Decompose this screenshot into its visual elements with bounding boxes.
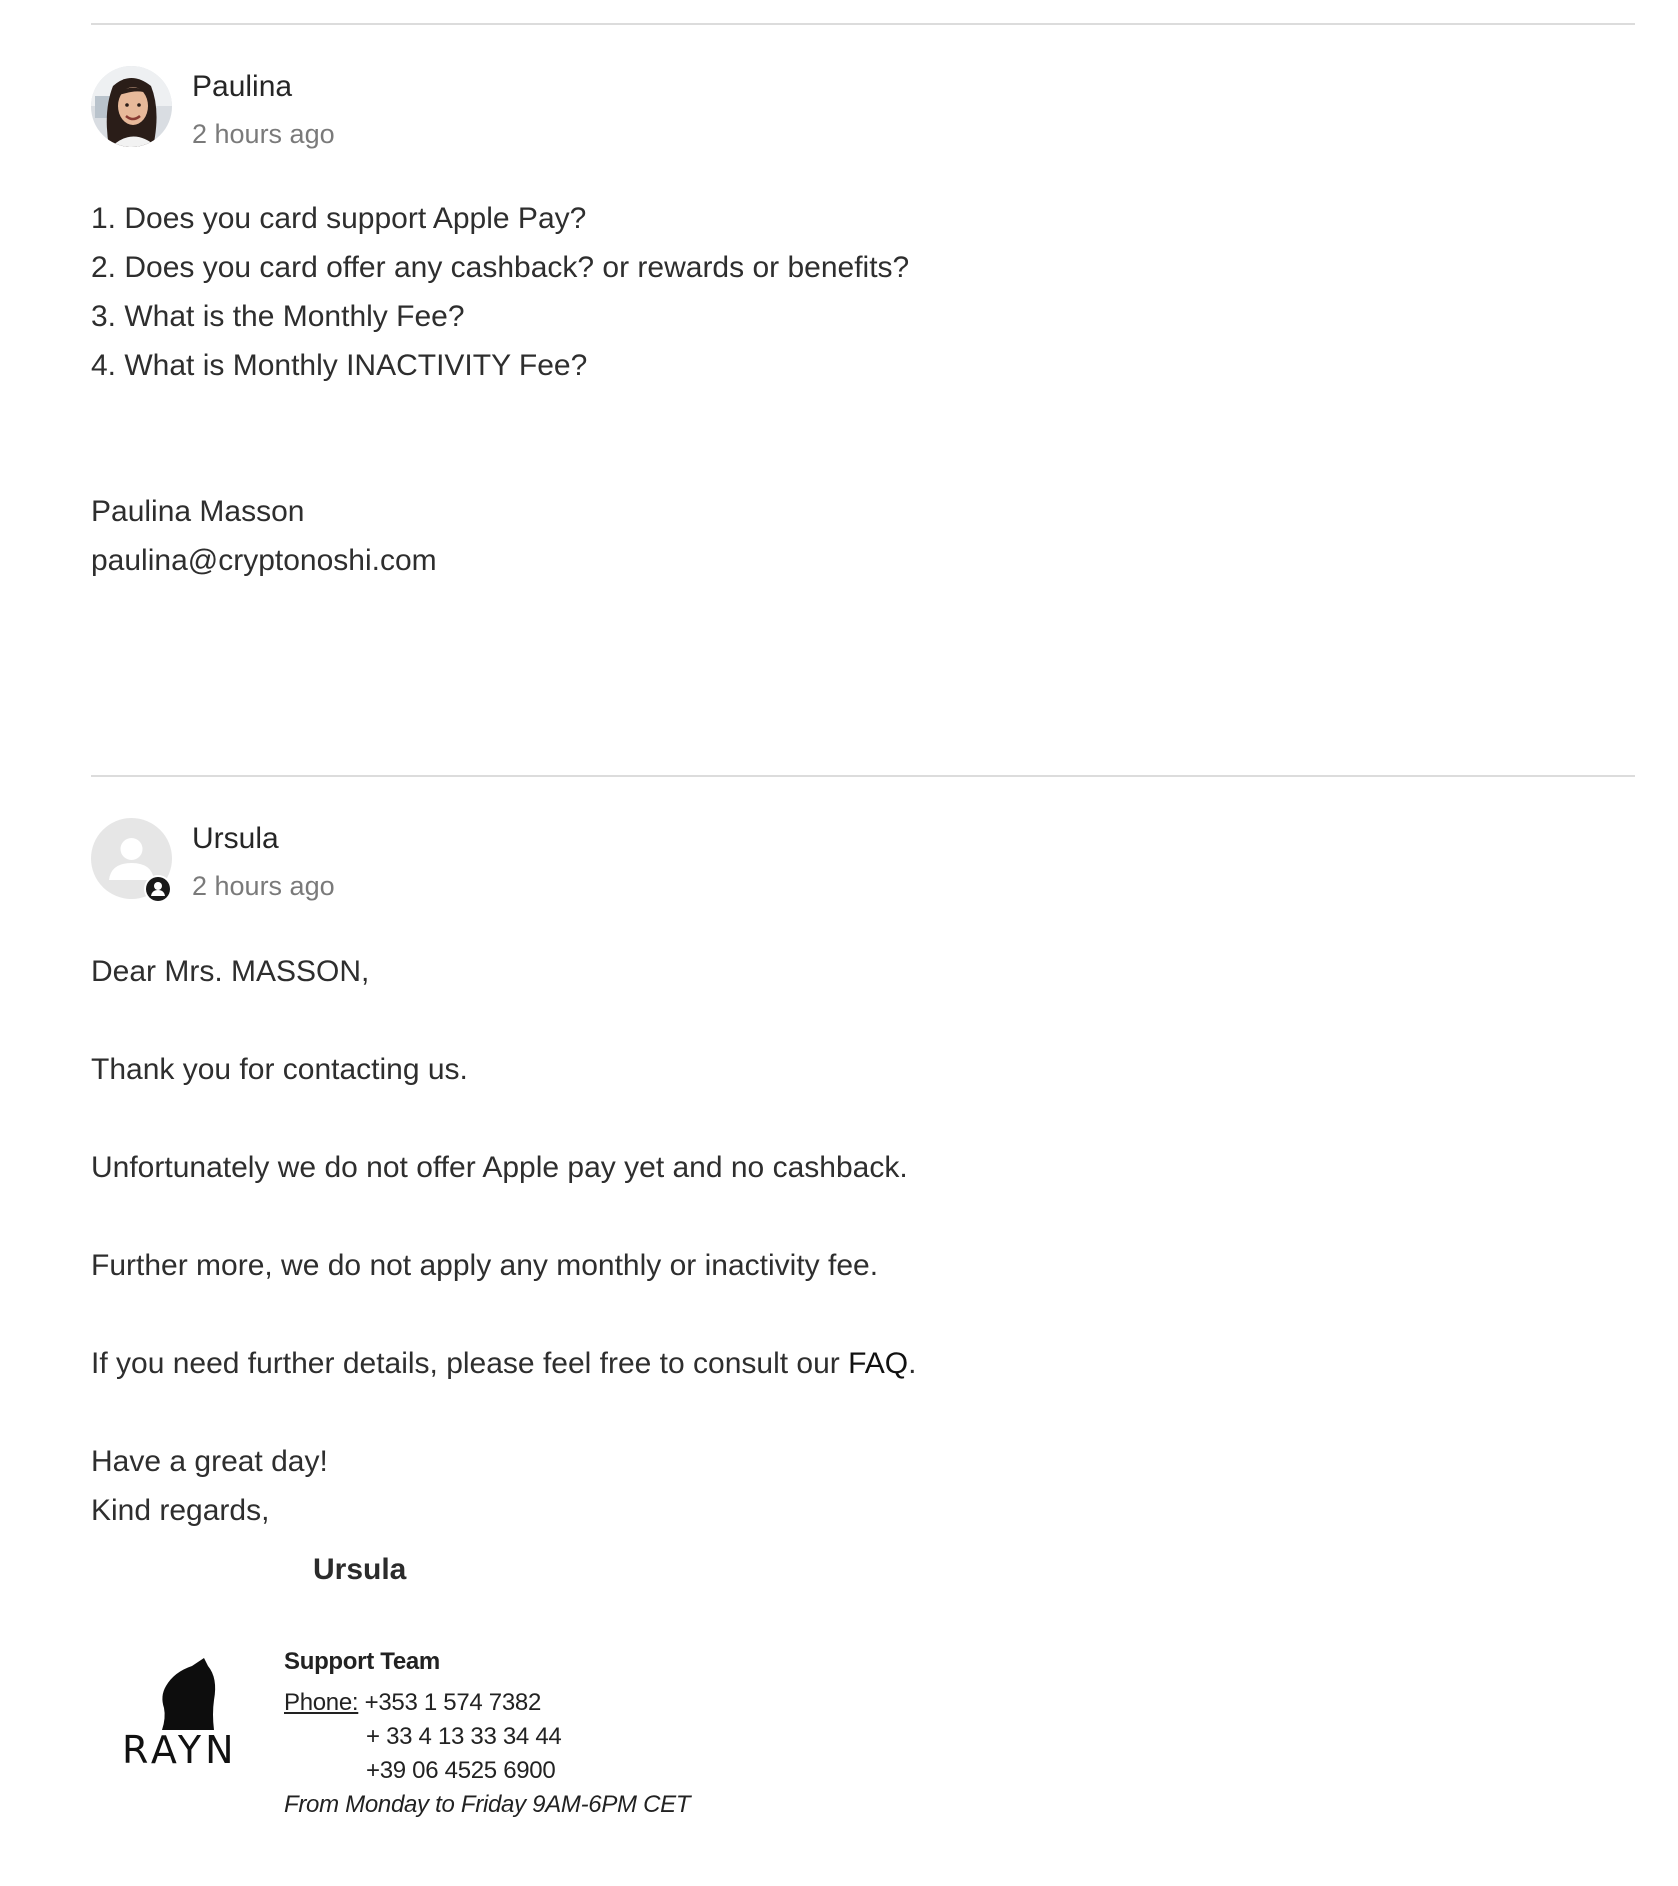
reply-fees: Further more, we do not apply any monthly or inactivity fee. (91, 1249, 879, 1282)
sender-signature-email: paulina@cryptonoshi.com (91, 544, 437, 577)
phone-number: +39 06 4525 6900 (366, 1757, 556, 1784)
signature-phone-line (284, 1689, 541, 1717)
horse-head-icon (152, 1656, 222, 1736)
question-line: 1. Does you card support Apple Pay? (91, 202, 587, 235)
message-timestamp: 2 hours ago (192, 871, 335, 901)
rayn-logo: RAYN (122, 1728, 238, 1772)
phone-number: + 33 4 13 33 34 44 (366, 1723, 562, 1750)
signature-hours: From Monday to Friday 9AM-6PM CET (284, 1791, 691, 1818)
reply-closing: Have a great day! (91, 1445, 328, 1478)
avatar-paulina[interactable] (91, 66, 172, 147)
user-circle-icon (143, 874, 173, 904)
reply-apple-pay: Unfortunately we do not offer Apple pay yet and no cashback. (91, 1151, 908, 1184)
reply-thanks: Thank you for contacting us. (91, 1053, 468, 1086)
question-line: 4. What is Monthly INACTIVITY Fee? (91, 349, 588, 382)
signature-name: Ursula (313, 1553, 407, 1586)
reply-greeting: Dear Mrs. MASSON, (91, 955, 370, 988)
user-photo-icon (91, 66, 172, 147)
phone-number: +353 1 574 7382 (364, 1689, 542, 1716)
faq-suffix: . (908, 1347, 917, 1380)
message-timestamp: 2 hours ago (192, 119, 335, 149)
sender-signature-name: Paulina Masson (91, 495, 305, 528)
question-line: 2. Does you card offer any cashback? or rewards or benefits? (91, 251, 910, 284)
reply-faq-line (91, 1347, 916, 1381)
thread-divider-top (91, 23, 1635, 25)
message-author: Ursula (192, 822, 279, 855)
avatar-ursula[interactable] (91, 818, 172, 899)
faq-prefix: If you need further details, please feel free to consult our (91, 1347, 849, 1380)
signature-team: Support Team (284, 1648, 440, 1675)
thread-divider (91, 775, 1635, 777)
faq-link[interactable]: FAQ (848, 1347, 909, 1380)
phone-label: Phone: (284, 1689, 359, 1716)
reply-regards: Kind regards, (91, 1494, 270, 1527)
question-line: 3. What is the Monthly Fee? (91, 300, 465, 333)
message-author: Paulina (192, 70, 293, 103)
